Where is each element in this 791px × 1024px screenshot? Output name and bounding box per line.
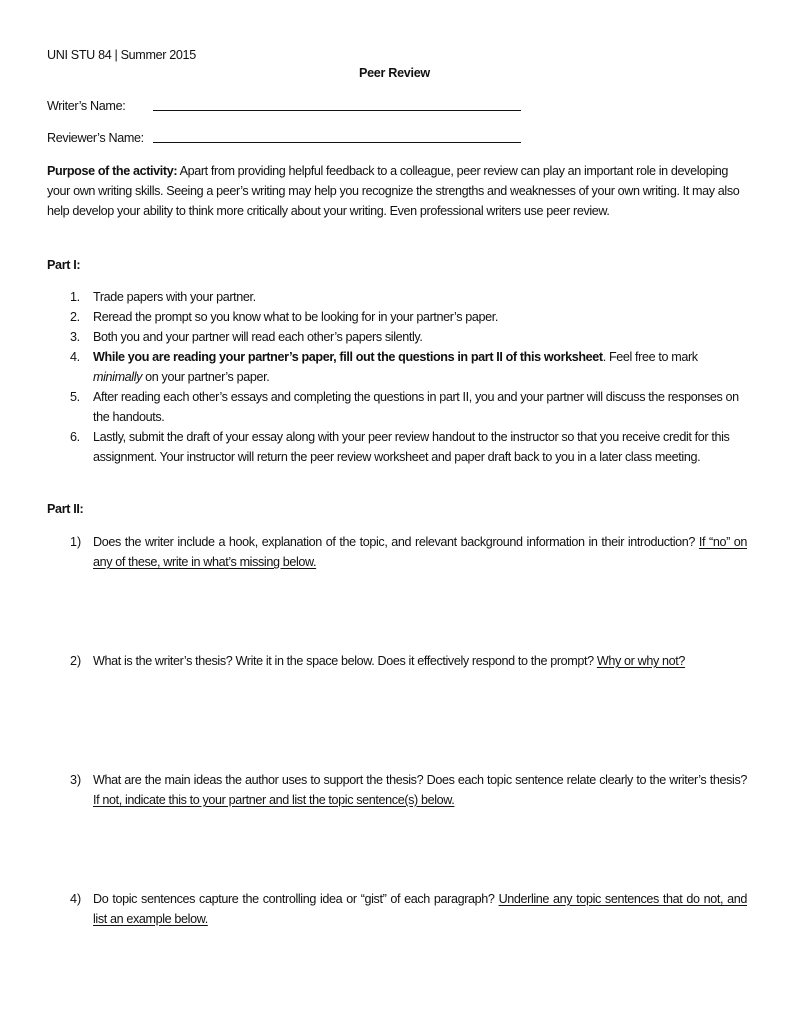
purpose-paragraph [47, 161, 747, 221]
list-item: 6. Lastly, submit the draft of your essay along with your peer review handout to the instructor so that you receive credit for this assignment. Your instructor will return the peer review worksheet and paper draft back to you in a later class meeting. [70, 430, 730, 464]
list-item: 3. Both you and your partner will read each other’s papers silently. [70, 330, 423, 344]
question-1: 1) Does the writer include a hook, explanation of the topic, and relevant background information in their introduction? If “no” on any of these, write in what’s missing below. [70, 535, 747, 569]
purpose-label: Purpose of the activity: [47, 164, 178, 178]
list-item: 4. While you are reading your partner’s paper, fill out the questions in part II of this worksheet. Feel free to mark minimally on your partner’s paper. [70, 350, 698, 384]
answer-area-4[interactable] [93, 935, 745, 1005]
part2-heading: Part II: [47, 502, 84, 516]
question-2: 2) What is the writer’s thesis? Write it in the space below. Does it effectively respond to the prompt? Why or why not? [70, 654, 685, 668]
writer-name-field[interactable] [153, 110, 521, 111]
list-item: 1. Trade papers with your partner. [70, 290, 256, 304]
answer-area-1[interactable] [93, 578, 745, 648]
reviewer-name-field[interactable] [153, 142, 521, 143]
purpose-text: Apart from providing helpful feedback to a colleague, peer review can play an important role in developing your own writing skills. Seeing a peer’s writing may help you recognize the strengths and weaknesses of your own writing. It may also help develop your ability to think more critically about your writing. Even professional writers use peer review. [47, 164, 740, 218]
question-4: 4) Do topic sentences capture the controlling idea or “gist” of each paragraph? Underline any topic sentences that do not, and list an example below. [70, 892, 747, 926]
writer-name-label: Writer’s Name: [47, 99, 126, 113]
question-instruction: If “no” on any of these, write in what’s missing below. [93, 535, 747, 569]
reviewer-name-label: Reviewer’s Name: [47, 131, 144, 145]
question-instruction: Why or why not? [596, 654, 685, 668]
part1-heading: Part I: [47, 258, 81, 272]
list-item: 2. Reread the prompt so you know what to be looking for in your partner’s paper. [70, 310, 499, 324]
course-header: UNI STU 84 | Summer 2015 [47, 48, 196, 62]
page-title: Peer Review [359, 66, 430, 80]
list-item: 5. After reading each other’s essays and completing the questions in part II, you and your partner will discuss the responses on the handouts. [70, 390, 739, 424]
answer-area-3[interactable] [93, 816, 745, 886]
question-instruction: Underline any topic sentences that do not, and list an example below. [93, 892, 747, 926]
question-instruction: If not, indicate this to your partner and list the topic sentence(s) below. [93, 793, 455, 807]
question-3: 3) What are the main ideas the author uses to support the thesis? Does each topic sentence relate clearly to the writer’s thesis? If not, indicate this to your partner and list the topic sentence(s) below. [70, 773, 747, 807]
part1-list [47, 287, 747, 467]
answer-area-2[interactable] [93, 697, 745, 767]
